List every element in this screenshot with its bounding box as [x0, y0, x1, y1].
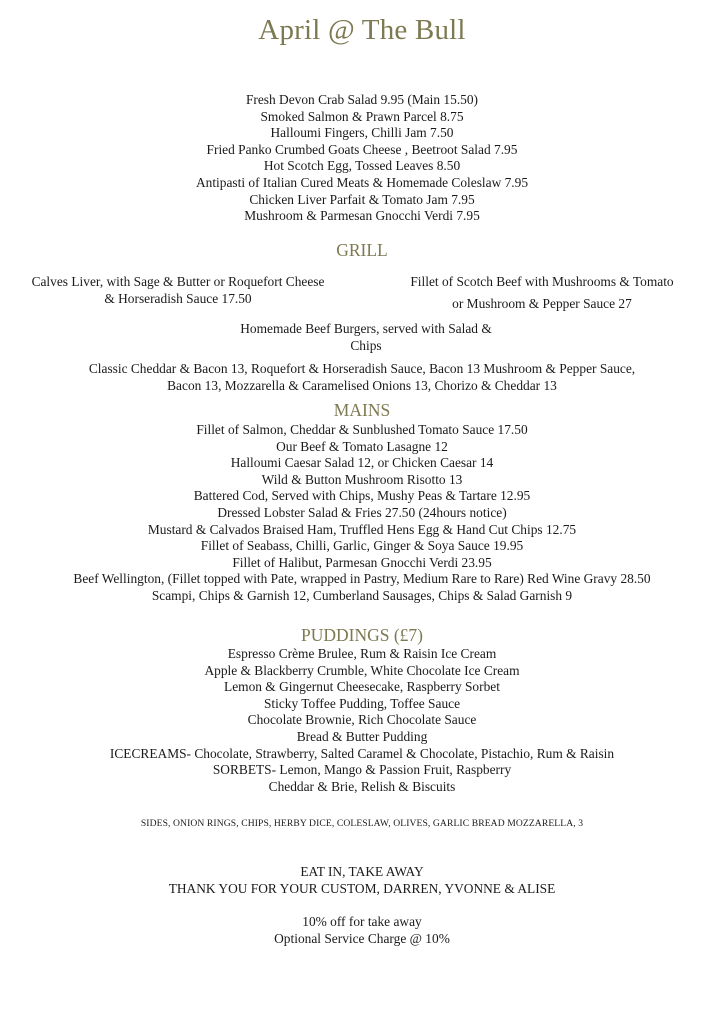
menu-item: Apple & Blackberry Crumble, White Chocolate Ice Cream	[204, 662, 520, 678]
menu-title: April @ The Bull	[258, 14, 466, 46]
menu-item: Fillet of Salmon, Cheddar & Sunblushed Tomato Sauce 17.50	[196, 422, 528, 437]
grill-item-scotch-beef-sauce: or Mushroom & Pepper Sauce 27	[452, 296, 632, 311]
menu-item: Dressed Lobster Salad & Fries 27.50 (24hours notice)	[217, 504, 507, 520]
menu-item: Fillet of Seabass, Chilli, Garlic, Ginger & Soya Sauce 19.95	[200, 538, 524, 554]
grill-heading: GRILL	[336, 240, 388, 260]
menu-item: Wild & Button Mushroom Risotto 13	[261, 471, 463, 487]
menu-item: ICECREAMS- Chocolate, Strawberry, Salted Caramel & Chocolate, Pistachio, Rum & Raisin	[109, 745, 615, 761]
menu-item: Chocolate Brownie, Rich Chocolate Sauce	[247, 712, 477, 728]
menu-item-line: Chips	[350, 337, 382, 353]
menu-item: Battered Cod, Served with Chips, Mushy Peas & Tartare 12.95	[193, 488, 531, 504]
menu-item: Halloumi Fingers, Chilli Jam 7.50	[270, 125, 454, 141]
menu-item: Lemon & Gingernut Cheesecake, Raspberry Sorbet	[224, 679, 500, 695]
grill-item-burgers	[226, 321, 506, 354]
menu-item: Mushroom & Parmesan Gnocchi Verdi 7.95	[244, 208, 480, 224]
menu-item: Scampi, Chips & Garnish 12, Cumberland Sausages, Chips & Salad Garnish 9	[151, 587, 573, 603]
footer-notes	[0, 914, 724, 947]
menu-item: Our Beef & Tomato Lasagne 12	[276, 438, 448, 454]
burger-options	[0, 361, 724, 394]
starters-list	[0, 92, 724, 225]
menu-item: Mustard & Calvados Braised Ham, Truffled Hens Egg & Hand Cut Chips 12.75	[147, 521, 577, 537]
menu-item-line: Bacon 13, Mozzarella & Caramelised Onions 13, Chorizo & Cheddar 13	[167, 377, 557, 393]
footer-line: 10% off for take away	[302, 914, 422, 929]
menu-item: Fresh Devon Crab Salad 9.95 (Main 15.50)	[245, 92, 479, 107]
menu-item: Chicken Liver Parfait & Tomato Jam 7.95	[249, 191, 475, 207]
menu-item: Smoked Salmon & Prawn Parcel 8.75	[260, 108, 464, 124]
puddings-list	[0, 646, 724, 795]
grill-item-calves-liver	[12, 274, 344, 307]
menu-item: Sticky Toffee Pudding, Toffee Sauce	[263, 695, 461, 711]
footer-line: Optional Service Charge @ 10%	[274, 930, 450, 946]
menu-item: Espresso Crème Brulee, Rum & Raisin Ice Cream	[227, 646, 497, 661]
puddings-heading: PUDDINGS (£7)	[300, 625, 423, 645]
menu-item: Fillet of Halibut, Parmesan Gnocchi Verdi 23.95	[232, 554, 492, 570]
menu-item-line: Classic Cheddar & Bacon 13, Roquefort & Horseradish Sauce, Bacon 13 Mushroom & Pepper Sauce,	[88, 361, 636, 376]
menu-item: Halloumi Caesar Salad 12, or Chicken Caesar 14	[230, 455, 494, 471]
menu-item: Cheddar & Brie, Relish & Biscuits	[268, 778, 456, 794]
menu-item: Fried Panko Crumbed Goats Cheese , Beetroot Salad 7.95	[206, 141, 518, 157]
menu-item: Antipasti of Italian Cured Meats & Homemade Coleslaw 7.95	[195, 174, 529, 190]
mains-list	[0, 422, 724, 605]
grill-item-scotch-beef: Fillet of Scotch Beef with Mushrooms & Tomato	[410, 274, 674, 289]
footer-line: EAT IN, TAKE AWAY	[300, 864, 424, 879]
menu-item-line: & Horseradish Sauce 17.50	[104, 290, 252, 306]
footer-line: THANK YOU FOR YOUR CUSTOM, DARREN, YVONNE & ALISE	[168, 880, 556, 896]
menu-item-line: Homemade Beef Burgers, served with Salad &	[240, 321, 492, 336]
menu-item: Beef Wellington, (Fillet topped with Pate, wrapped in Pastry, Medium Rare to Rare) Red Wine Gravy 28.50	[73, 571, 651, 587]
menu-item: SORBETS- Lemon, Mango & Passion Fruit, Raspberry	[212, 762, 512, 778]
sides-line: SIDES, ONION RINGS, CHIPS, HERBY DICE, COLESLAW, OLIVES, GARLIC BREAD MOZZARELLA, 3	[140, 818, 584, 829]
menu-item-line: Calves Liver, with Sage & Butter or Roquefort Cheese	[31, 274, 325, 289]
menu-item: Hot Scotch Egg, Tossed Leaves 8.50	[263, 158, 461, 174]
mains-heading: MAINS	[333, 400, 391, 420]
menu-item: Bread & Butter Pudding	[296, 728, 428, 744]
footer-thanks	[0, 864, 724, 897]
